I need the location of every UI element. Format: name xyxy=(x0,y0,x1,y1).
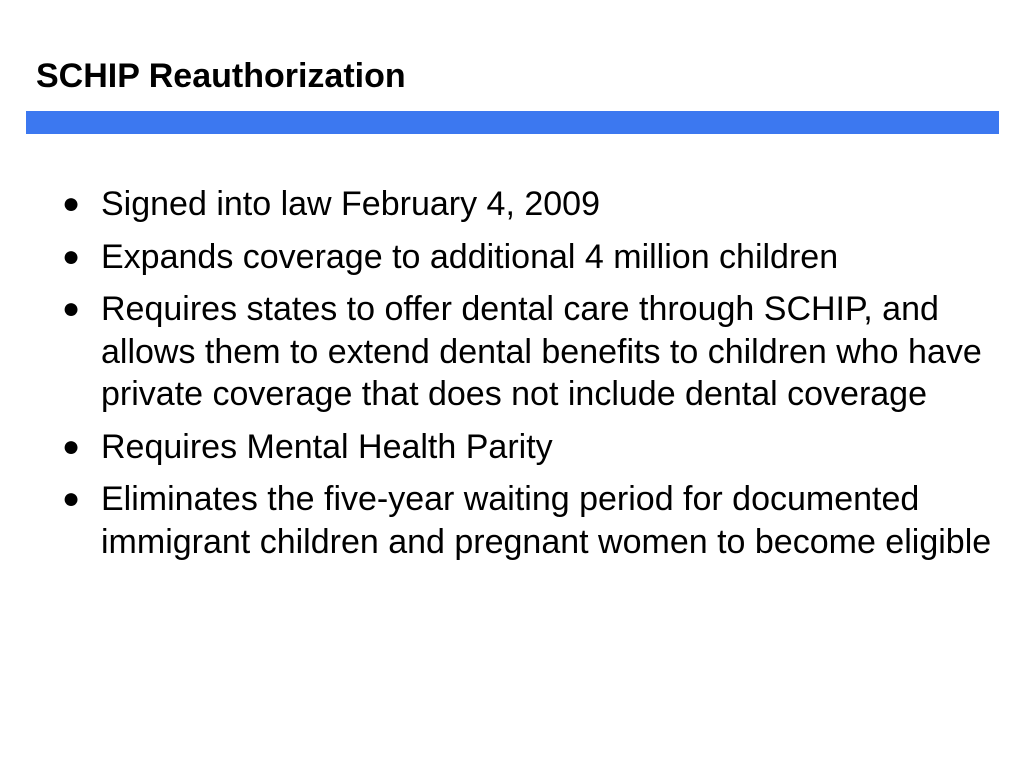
bullet-dot-icon: ● xyxy=(62,429,81,463)
bullet-item xyxy=(62,478,992,563)
bullet-text: Requires states to offer dental care through SCHIP, and allows them to extend dental benefits to children who have private coverage that does not include dental coverage xyxy=(101,290,982,413)
bullet-item xyxy=(62,183,992,226)
bullet-item xyxy=(62,426,992,469)
bullet-dot-icon: ● xyxy=(62,292,81,325)
bullet-text: Eliminates the five-year waiting period for documented immigrant children and pregnant women to become eligible xyxy=(101,480,992,561)
bullet-dot-icon: ● xyxy=(62,239,81,273)
bullet-dot-icon: ● xyxy=(62,482,81,515)
bullet-item xyxy=(62,236,992,279)
slide-title: SCHIP Reauthorization xyxy=(36,57,406,95)
title-underline-bar xyxy=(26,111,999,134)
bullet-text: Requires Mental Health Parity xyxy=(101,427,553,466)
bullet-list xyxy=(62,183,992,573)
bullet-text: Expands coverage to additional 4 million children xyxy=(101,237,839,276)
bullet-text: Signed into law February 4, 2009 xyxy=(101,185,600,223)
bullet-item xyxy=(62,288,992,416)
bullet-dot-icon: ● xyxy=(62,187,81,220)
